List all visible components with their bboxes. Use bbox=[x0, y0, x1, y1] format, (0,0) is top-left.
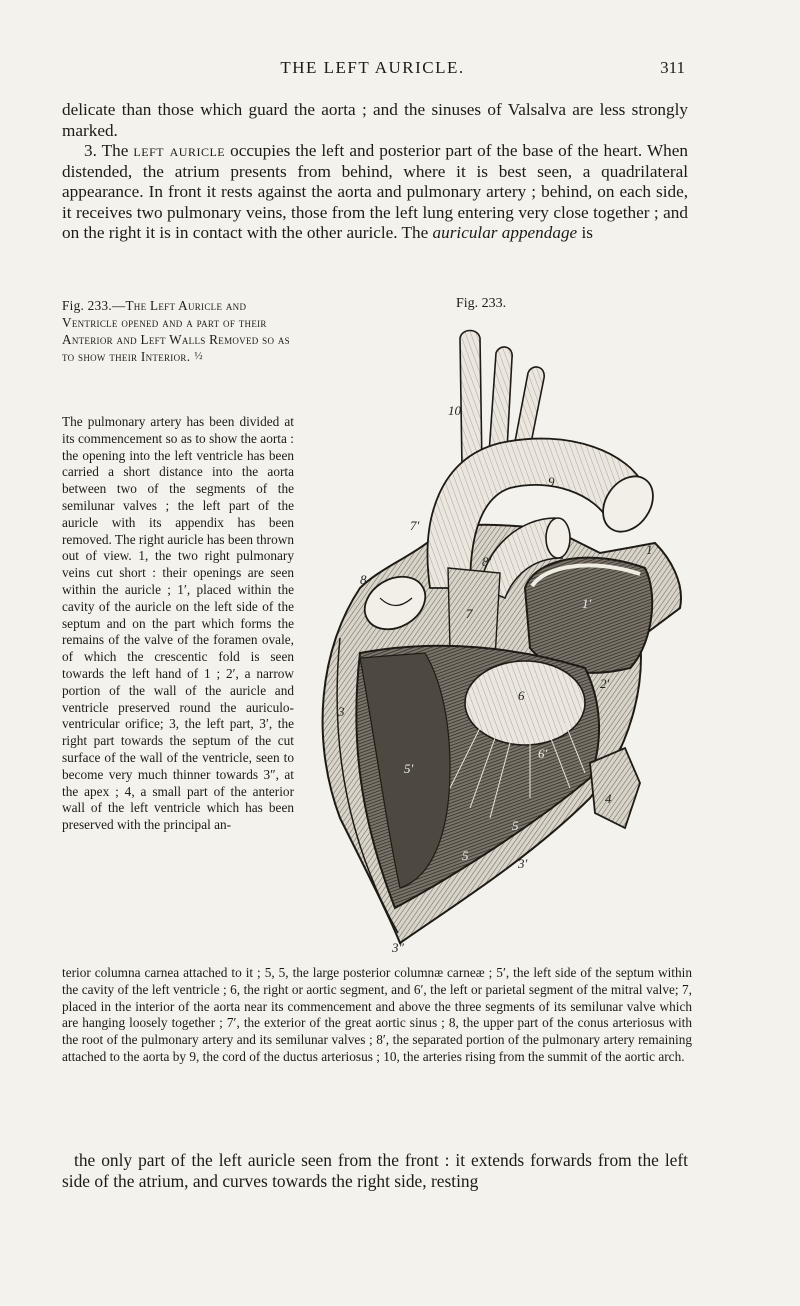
caption-title-text: —The Left Auricle and Ventricle opened and a part of their Anterior and Left Walls Removed so as to show their Interior. bbox=[62, 298, 290, 364]
page-header bbox=[60, 58, 685, 84]
page-number: 311 bbox=[660, 58, 685, 77]
label-8: 8 bbox=[360, 572, 367, 587]
caption-scale: ½ bbox=[194, 350, 203, 362]
figure-caption-body: The pulmonary artery has been divided at its commencement so as to show the aorta : the opening into the left ventricle has been carried a short distance into the aorta between two of the segments of the semilunar valves ; the left part of the auricle with its appendix has been removed. The right auricle has been thrown out of view. 1, the two right pulmonary veins cut short : their openings are seen within the auricle ; 1′, placed within the cavity of the auricle on the left side of the septum and on the part which forms the remains of the valve of the foramen ovale, of which the crescentic fold is seen towards the left hand of 1 ; 2′, a narrow portion of the wall of the auricle and ventricle preserved round the auriculo-ventricular orifice; 3, the left part, 3′, the right part towards the septum of the cut surface of the wall of the ventricle, seen to become very much thinner towards 3″, at the apex ; 4, a small part of the anterior wall of the left ventricle which has been preserved with the principal an- bbox=[62, 414, 295, 833]
figure-caption-continuation: terior columna carnea attached to it ; 5, 5, the large posterior columnæ carneæ ; 5′, the left side of the septum within the cavity of the left ventricle ; 6, the right or aortic segment, and 6′, the left or parietal segment of the mitral valve; 7, placed in the interior of the aorta near its commencement and above the three segments of its semilunar valve which are hanging loosely together ; 7′, the exterior of the great aortic sinus ; 8, the upper part of the conus arteriosus with the root of the pulmonary artery and its semilunar valves ; 8′, the separated portion of the pulmonary artery remaining attached to the aorta by 9, the cord of the ductus arteriosus ; 10, the arteries rising from the summit of the aortic arch. bbox=[62, 965, 692, 1064]
figure-caption-title bbox=[62, 297, 294, 365]
heart-illustration bbox=[300, 318, 700, 958]
mitral-segment bbox=[465, 661, 585, 745]
pulmonary-cut-end bbox=[546, 518, 570, 558]
paragraph-start: 3. The bbox=[84, 141, 134, 160]
paragraph-left-auricle bbox=[62, 141, 688, 244]
label-7-prime: 7′ bbox=[410, 518, 420, 533]
label-5-left: 5 bbox=[462, 848, 469, 863]
label-2-prime: 2′ bbox=[600, 676, 610, 691]
label-6-prime: 6′ bbox=[538, 746, 548, 761]
paragraph-after-figure: the only part of the left auricle seen from the front : it extends forwards from the left side of the atrium, and curves towards the right side, resting bbox=[62, 1150, 688, 1191]
term-auricular-appendage: auricular appendage bbox=[432, 223, 578, 243]
label-5-prime: 5′ bbox=[404, 761, 414, 776]
label-1-prime: 1′ bbox=[582, 596, 592, 611]
paragraph-continuation: delicate than those which guard the aorta ; and the sinuses of Valsalva are less strongly marked. bbox=[62, 100, 688, 140]
heart-drawing bbox=[300, 318, 700, 958]
paragraph-end: is bbox=[577, 223, 593, 243]
aortic-interior bbox=[448, 568, 500, 658]
label-10: 10 bbox=[448, 403, 461, 418]
anterior-wall-piece bbox=[590, 748, 640, 828]
running-head: THE LEFT AURICLE. bbox=[280, 58, 465, 77]
label-3-prime: 3′ bbox=[518, 856, 528, 871]
label-3-double-prime: 3″ bbox=[392, 940, 404, 955]
paragraph-middle: occupies the left and posterior part of the base of the heart. When distended, the atrium presents from behind, where it is best seen, a quadrilateral appearance. In front it rests against the aorta and pulmonary artery ; behind, on each side, it receives two pulmonary veins, those from the left lung entering very close together ; and on the right it is in contact with the other auricle. The bbox=[62, 141, 688, 243]
term-left-auricle: left auricle bbox=[133, 141, 226, 160]
label-8-prime: 8′ bbox=[482, 554, 492, 569]
label-6: 6 bbox=[518, 688, 525, 703]
label-9: 9 bbox=[548, 474, 555, 489]
artery-1 bbox=[460, 331, 482, 469]
label-1: 1 bbox=[646, 542, 653, 557]
label-7: 7 bbox=[466, 606, 473, 621]
label-4: 4 bbox=[605, 791, 612, 806]
label-5-right: 5 bbox=[512, 818, 519, 833]
label-3: 3 bbox=[338, 704, 345, 719]
figure-label: Fig. 233. bbox=[456, 296, 507, 311]
caption-fig-number: Fig. 233. bbox=[62, 298, 112, 313]
